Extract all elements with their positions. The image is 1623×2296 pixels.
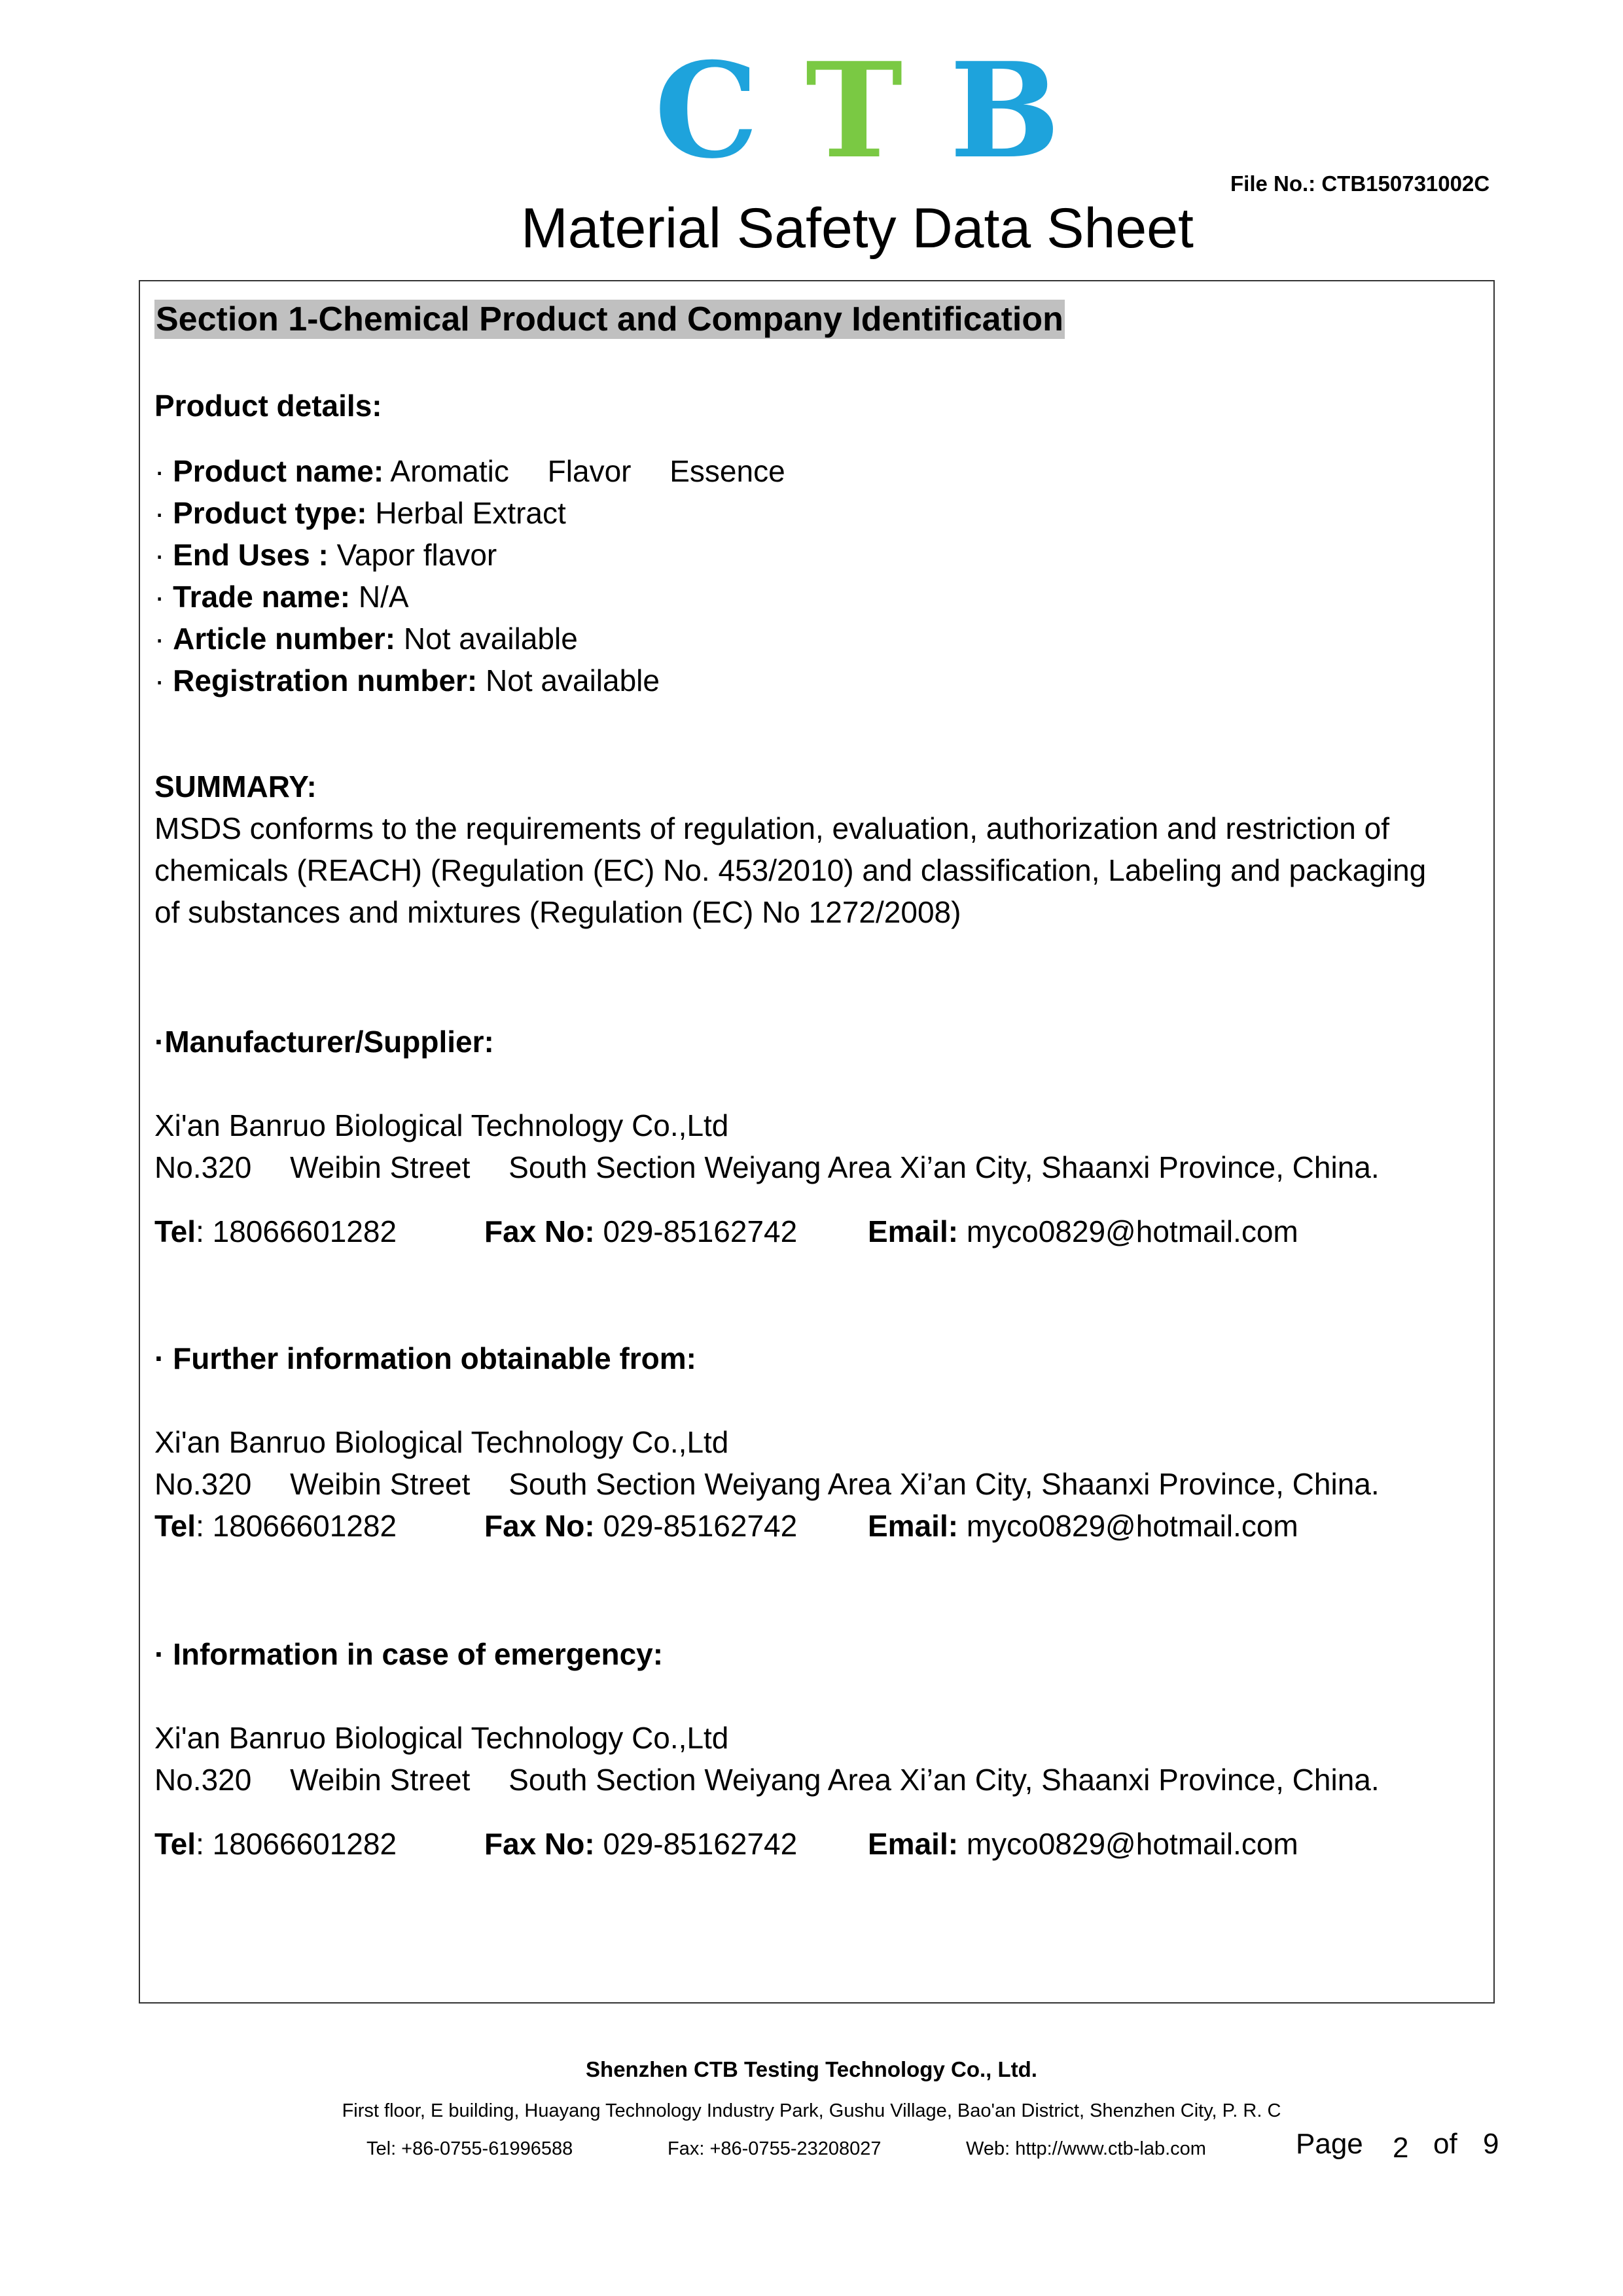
detail-product-name bbox=[154, 450, 785, 492]
company-address: No.320 Weibin Street South Section Weiyang Area Xi’an City, Shaanxi Province, China. bbox=[154, 1467, 1380, 1501]
summary-line: chemicals (REACH) (Regulation (EC) No. 453/2010) and classification, Labeling and packaging bbox=[154, 853, 1427, 887]
detail-label: Product type: bbox=[173, 496, 367, 530]
email-label: Email: bbox=[868, 1827, 959, 1861]
detail-label: Trade name: bbox=[173, 580, 351, 614]
fax-label: Fax No: bbox=[484, 1214, 595, 1248]
company-name: Xi'an Banruo Biological Technology Co.,Ltd bbox=[154, 1721, 729, 1755]
document-title: Material Safety Data Sheet bbox=[521, 197, 1194, 260]
tel-value: : 18066601282 bbox=[196, 1214, 397, 1248]
file-number: File No.: CTB150731002C bbox=[1230, 171, 1490, 196]
company-address: No.320 Weibin Street South Section Weiyang Area Xi’an City, Shaanxi Province, China. bbox=[154, 1150, 1380, 1184]
contact-fax bbox=[484, 1505, 797, 1547]
detail-value: Not available bbox=[477, 663, 660, 698]
company-address: No.320 Weibin Street South Section Weiyang Area Xi’an City, Shaanxi Province, China. bbox=[154, 1763, 1380, 1797]
company-name: Xi'an Banruo Biological Technology Co.,Ltd bbox=[154, 1108, 729, 1142]
contact-fax bbox=[484, 1210, 797, 1252]
detail-label: Registration number: bbox=[173, 663, 478, 698]
page-of-label: of bbox=[1433, 2128, 1457, 2160]
contact-email bbox=[868, 1210, 1298, 1252]
fax-label: Fax No: bbox=[484, 1509, 595, 1543]
tel-value: : 18066601282 bbox=[196, 1827, 397, 1861]
tel-label: Tel bbox=[154, 1827, 196, 1861]
footer-address: First floor, E building, Huayang Technology Industry Park, Gushu Village, Bao'an District, Shenzhen City, P. R. C bbox=[342, 2100, 1281, 2121]
contact-tel bbox=[154, 1505, 397, 1547]
page-label: Page bbox=[1296, 2128, 1363, 2160]
detail-registration-number bbox=[154, 660, 660, 701]
tel-label: Tel bbox=[154, 1509, 196, 1543]
contact-email bbox=[868, 1823, 1298, 1865]
email-label: Email: bbox=[868, 1509, 959, 1543]
detail-value: Aromatic Flavor Essence bbox=[383, 454, 785, 488]
contact-email bbox=[868, 1505, 1298, 1547]
footer-fax: Fax: +86-0755-23208027 bbox=[668, 2138, 882, 2159]
detail-trade-name bbox=[154, 576, 409, 618]
page-number: 2 bbox=[1393, 2132, 1409, 2164]
detail-product-type bbox=[154, 492, 566, 534]
detail-value: Not available bbox=[395, 622, 578, 656]
manufacturer-label: ·Manufacturer/Supplier: bbox=[154, 1025, 494, 1059]
logo-letter-b: B bbox=[949, 34, 1060, 188]
company-name: Xi'an Banruo Biological Technology Co.,Ltd bbox=[154, 1425, 729, 1459]
summary-line: MSDS conforms to the requirements of regulation, evaluation, authorization and restriction of bbox=[154, 811, 1389, 845]
summary-label: SUMMARY: bbox=[154, 769, 317, 804]
fax-value: 029-85162742 bbox=[594, 1509, 798, 1543]
further-info-label: · Further information obtainable from: bbox=[154, 1341, 696, 1375]
footer-web: Web: http://www.ctb-lab.com bbox=[966, 2138, 1206, 2159]
section-heading: Section 1-Chemical Product and Company Identification bbox=[156, 300, 1063, 338]
email-label: Email: bbox=[868, 1214, 959, 1248]
detail-label: Article number: bbox=[173, 622, 396, 656]
detail-end-uses bbox=[154, 534, 497, 576]
email-value: myco0829@hotmail.com bbox=[958, 1827, 1298, 1861]
tel-label: Tel bbox=[154, 1214, 196, 1248]
email-value: myco0829@hotmail.com bbox=[958, 1509, 1298, 1543]
contact-fax bbox=[484, 1823, 797, 1865]
bullet: · bbox=[154, 622, 173, 656]
logo-letter-c: C bbox=[654, 34, 759, 188]
footer-company: Shenzhen CTB Testing Technology Co., Ltd. bbox=[586, 2057, 1037, 2081]
bullet: · bbox=[154, 454, 173, 488]
fax-value: 029-85162742 bbox=[594, 1214, 798, 1248]
footer-tel: Tel: +86-0755-61996588 bbox=[366, 2138, 573, 2159]
bullet: · bbox=[154, 538, 173, 572]
fax-label: Fax No: bbox=[484, 1827, 595, 1861]
logo-letter-t: T bbox=[805, 34, 903, 188]
contact-tel bbox=[154, 1210, 397, 1252]
detail-value: Herbal Extract bbox=[366, 496, 566, 530]
detail-article-number bbox=[154, 618, 578, 660]
ctb-logo bbox=[654, 34, 1060, 188]
bullet: · bbox=[154, 580, 173, 614]
product-details-label: Product details: bbox=[154, 389, 382, 423]
contact-tel bbox=[154, 1823, 397, 1865]
bullet: · bbox=[154, 496, 173, 530]
bullet: · bbox=[154, 663, 173, 698]
emergency-info-label: · Information in case of emergency: bbox=[154, 1637, 664, 1671]
summary-line: of substances and mixtures (Regulation (EC) No 1272/2008) bbox=[154, 895, 961, 929]
email-value: myco0829@hotmail.com bbox=[958, 1214, 1298, 1248]
tel-value: : 18066601282 bbox=[196, 1509, 397, 1543]
fax-value: 029-85162742 bbox=[594, 1827, 798, 1861]
detail-value: Vapor flavor bbox=[328, 538, 497, 572]
detail-label: Product name: bbox=[173, 454, 384, 488]
page-total: 9 bbox=[1483, 2128, 1499, 2160]
detail-value: N/A bbox=[350, 580, 409, 614]
detail-label: End Uses : bbox=[173, 538, 329, 572]
